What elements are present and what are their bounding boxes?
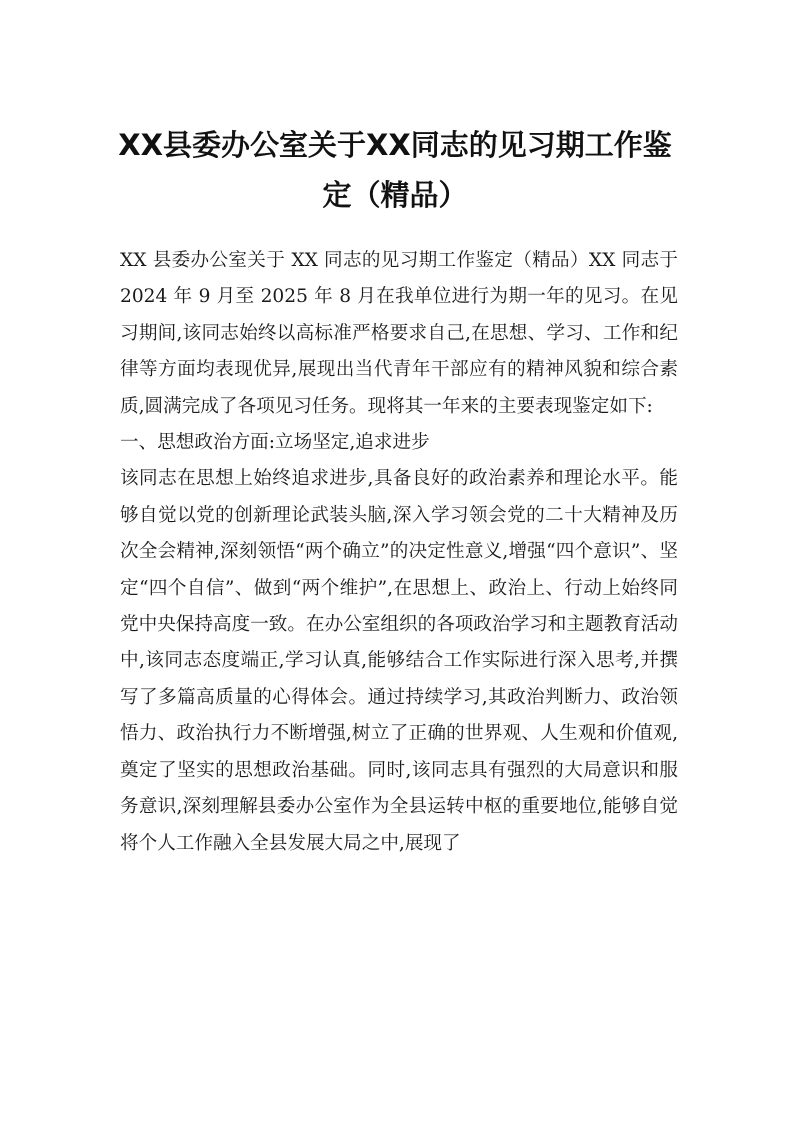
body-paragraph: 该同志在思想上始终追求进步,具备良好的政治素养和理论水平。能够自觉以党的创新理论武装头脑,深入学习领会党的二十大精神及历次全会精神,深刻领悟“两个确立”的决定性意义,增强“四个意识”、坚定“四个自信”、做到“两个维护”,在思想上、政治上、行动上始终同党中央保持高度一致。在办公室组织的各项政治学习和主题教育活动中,该同志态度端正,学习认真,能够结合工作实际进行深入思考,并撰写了多篇高质量的心得体会。通过持续学习,其政治判断力、政治领悟力、政治执行力不断增强,树立了正确的世界观、人生观和价值观,奠定了坚实的思想政治基础。同时,该同志具有强烈的大局意识和服务意识,深刻理解县委办公室作为全县运转中枢的重要地位,能够自觉将个人工作融入全县发展大局之中,展现了: [120, 468, 678, 854]
intro-paragraph: XX 县委办公室关于 XX 同志的见习期工作鉴定（精品）XX 同志于 2024 年 9 月至 2025 年 8 月在我单位进行为期一年的见习。在见习期间,该同志始终以高标准严格要求自己,在思想、学习、工作和纪律等方面均表现优异,展现出当代青年干部应有的精神风貌和综合素质,圆满完成了各项见习任务。现将其一年来的主要表现鉴定如下:: [120, 250, 678, 417]
document-title: XX县委办公室关于XX同志的见习期工作鉴定（精品）: [118, 128, 672, 212]
document-body: [120, 243, 678, 862]
section-heading: 一、思想政治方面:立场坚定,追求进步: [120, 432, 430, 454]
